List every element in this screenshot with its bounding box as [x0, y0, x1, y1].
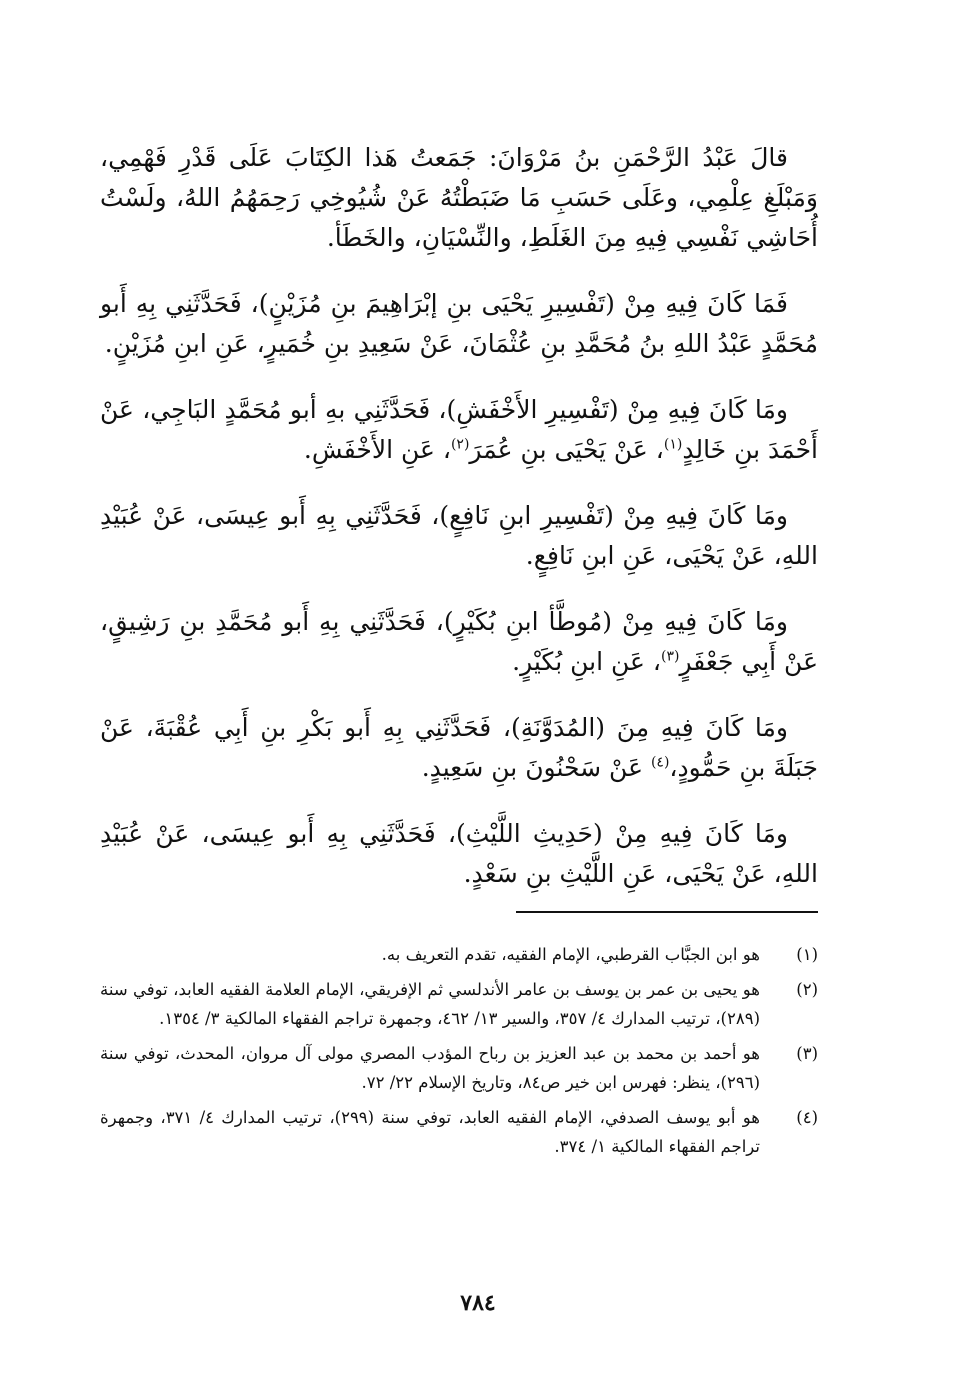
paragraph [100, 602, 818, 682]
paragraph-text: ، عَنِ ابنِ بُكَيْرٍ. [512, 647, 661, 676]
paragraph-text: ، عَنِ الأَخْفَشِ. [303, 435, 451, 464]
paragraph-text: ومَا كَانَ فِيهِ مِنْ (حَدِيثِ اللَّيْثِ)، فَحَدَّثَنِي بِهِ أَبو عِيسَى، عَنْ عُبَيْدِ اللهِ، عَنْ يَحْيَى، عَنِ اللَّيْثِ بنِ سَعْدٍ. [100, 819, 818, 888]
footnote [100, 975, 818, 1033]
footnote [100, 1103, 818, 1161]
paragraph-text: ومَا كَانَ فِيهِ مِنْ (تَفْسِيرِ الأَخْفَشِ)، فَحَدَّثَنِي بهِ أبو مُحَمَّدٍ البَاجِي، عَنْ أَحْمَدَ بنِ خَالِدٍ [100, 395, 818, 464]
paragraph-text: ومَا كَانَ فِيهِ مِنْ (تَفْسِيرِ ابنِ نَافِعٍ)، فَحَدَّثَنِي بِهِ أَبو عِيسَى، عَنْ عُبَيْدِ اللهِ، عَنْ يَحْيَى، عَنِ ابنِ نَافِعٍ. [100, 501, 818, 570]
footnote-ref: (١) [663, 436, 683, 453]
footnote-text: هو ابن الجبَّاب القرطبي، الإمام الفقيه، تقدم التعريف به. [381, 945, 760, 964]
footnote-divider [516, 911, 818, 913]
paragraph [100, 708, 818, 788]
main-text [100, 138, 818, 920]
paragraph [100, 496, 818, 576]
paragraph-text: قالَ عَبْدُ الرَّحْمَنِ بنُ مَرْوَانَ: جَمَعتُ هَذا الكِتَابَ عَلَى قَدْرِ فَهْمِي، وَمَبْلَغِ عِلْمِي، وعَلَى حَسَبِ مَا ضَبَطْتُهُ عَنْ شُيُوخِي رَحِمَهُمُ اللهُ، ولَسْتُ أُحَاشِي نَفْسِي فِيهِ مِنَ الغَلَطِ، والنِّسْيَانِ، والخَطَأ. [100, 143, 818, 252]
paragraph-text: عَنْ سَحْنُونَ بنِ سَعِيدٍ. [421, 753, 651, 782]
footnote-ref: (٤) [650, 754, 670, 771]
footnote-ref: (٣) [660, 648, 680, 665]
footnote-number: (٢) [796, 980, 818, 999]
paragraph [100, 284, 818, 364]
footnote-text: هو أحمد بن محمد بن عبد العزيز بن رباح المؤدب المصري مولى آل مروان، المحدث، توفي سنة (٢٩٦)، ينظر: فهرس ابن خير ص٨٤، وتاريخ الإسلام ٢٢/ ٧٢. [100, 1044, 760, 1092]
footnote-ref: (٢) [450, 436, 470, 453]
paragraph-text: ومَا كَانَ فِيهِ مِنْ (مُوطَّأ ابنِ بُكَيْرٍ)، فَحَدَّثَنِي بِهِ أَبو مُحَمَّدِ بنِ رَشِيقٍ، عَنْ أَبِي جَعْفَرٍ [100, 607, 818, 676]
footnote-number: (١) [796, 945, 818, 964]
footnote-number: (٤) [796, 1108, 818, 1127]
paragraph [100, 138, 818, 258]
page-number: ٧٨٤ [460, 1290, 496, 1316]
paragraph [100, 814, 818, 894]
paragraph-text: ومَا كَانَ فِيهِ مِنَ (المُدَوَّنَةِ)، فَحَدَّثَنِي بِهِ أَبو بَكْرِ بنِ أَبِي عُقْبَةَ، عَنْ جَبَلَةَ بنِ حَمُّودٍ، [100, 713, 818, 782]
footnote [100, 940, 818, 969]
paragraph-text: فَمَا كَانَ فِيهِ مِنْ (تَفْسِيرِ يَحْيَى بنِ إبْرَاهِيمَ بنِ مُزَيْنٍ)، فَحَدَّثَنِي بِهِ أَبو مُحَمَّدٍ عَبْدُ اللهِ بنُ مُحَمَّدِ بنِ عُثْمَانَ، عَنْ سَعِيدِ بنِ خُمَيرٍ، عَنِ ابنِ مُزَيْنٍ. [100, 289, 818, 358]
footnote-number: (٣) [796, 1044, 818, 1063]
footnote [100, 1039, 818, 1097]
paragraph [100, 390, 818, 470]
footnote-text: هو يحيى بن عمر بن يوسف بن عامر الأندلسي ثم الإفريقي، الإمام العلامة الفقيه العابد، توفي سنة (٢٨٩)، ترتيب المدارك ٤/ ٣٥٧، والسير ١٣/ ٤٦٢، وجمهرة تراجم الفقهاء المالكية ٣/ ١٣٥٤. [100, 980, 760, 1028]
footnote-text: هو أبو يوسف الصدفي، الإمام الفقيه العابد، توفي سنة (٢٩٩)، ترتيب المدارك ٤/ ٣٧١، وجمهرة تراجم الفقهاء المالكية ١/ ٣٧٤. [100, 1108, 760, 1156]
footnotes [100, 940, 818, 1167]
paragraph-text: ، عَنْ يَحْيَى بنِ عُمَرَ [469, 435, 664, 464]
